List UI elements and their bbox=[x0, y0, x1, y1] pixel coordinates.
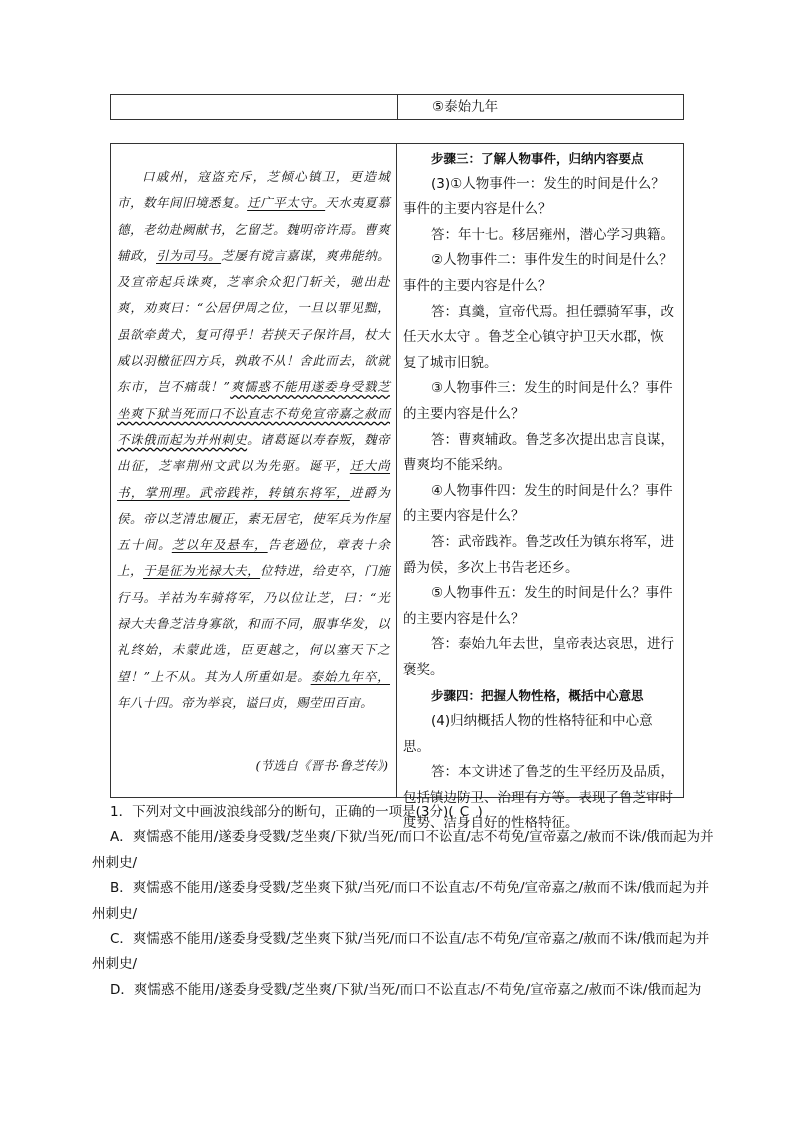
passage-paragraph bbox=[117, 164, 390, 716]
option-a: A．爽懦惑不能用/遂委身受戮/芝坐爽/下狱/当死/而口不讼直/志不苟免/宣帝嘉之/赦而不诛/俄而起为并州刺史/ bbox=[92, 829, 714, 871]
answer-event-2: 答：真羹，宣帝代焉。担任骠骑军事，改任天水太守 。鲁芝全心镇守护卫天水郡，恢复了城市旧貌。 bbox=[403, 303, 674, 371]
answer-event-4: 答：武帝践祚。鲁芝改任为镇东将军，进爵为侯，多次上书告老还乡。 bbox=[403, 533, 674, 576]
answer-event-5: 答：泰始九年去世，皇帝表达哀思，进行褒奖。 bbox=[403, 636, 674, 678]
question-event-5: ⑤人物事件五：发生的时间是什么？事件的主要内容是什么？ bbox=[403, 585, 673, 627]
question-1-close-paren: ) bbox=[477, 804, 483, 820]
option-c: C．爽懦惑不能用/遂委身受戮/芝坐爽下狱/当死/而口不讼直/志不苟免/宣帝嘉之/赦而不诛/俄而起为并州刺史/ bbox=[92, 931, 710, 973]
question-1-text: 1．下列对文中画波浪线部分的断句，正确的一项是(3分)( bbox=[110, 804, 454, 820]
option-b: B．爽懦惑不能用/遂委身受戮/芝坐爽下狱/当死/而口不讼直志/不苟免/宣帝嘉之/赦而不诛/俄而起为并州刺史/ bbox=[92, 880, 710, 922]
answer-summary: 答：本文讲述了鲁芝的生平经历及品质，包括镇边防卫、治理有方等。表现了鲁芝审时度势、洁身自好的性格特征。 bbox=[403, 764, 674, 832]
top-table-cell-event-time: ⑤泰始九年 bbox=[432, 99, 499, 115]
top-table-empty-cell bbox=[111, 95, 398, 119]
option-d: D．爽懦惑不能用/遂委身受戮/芝坐爽/下狱/当死/而口不讼直志/不苟免/宣帝嘉之/赦而不诛/俄而起为 bbox=[110, 981, 702, 998]
passage-underlined-segment: 泰始九年卒， bbox=[310, 668, 390, 684]
passage-segment: 口戚州，寇盗充斥，芝倾心镇卫，更造城市，数年间旧境悉复。 bbox=[117, 169, 390, 211]
question-event-2: ②人物事件二：事件发生的时间是什么？事件的主要内容是什么？ bbox=[403, 252, 673, 294]
passage-segment: 告老逊位，章表十余上， bbox=[117, 537, 390, 579]
classical-passage-column bbox=[111, 144, 397, 797]
passage-segment: 芝屡有谠言嘉谋，爽弗能纳。及宣帝起兵诛爽，芝率余众犯门斩关，驰出赴爽，劝爽曰：“公居伊周之位，一旦以罪见黜，虽欲牵黄犬，复可得乎！若挟天子保许昌，杖大威以羽檄征四方兵，孰敢不从！舍此而去，欲就东市，岂不痛哉！” bbox=[117, 247, 390, 395]
passage-underlined-segment: 迁大尚书，掌刑理。武帝践祚，转镇东将军， bbox=[117, 458, 391, 500]
passage-segment: 进爵为侯。帝以芝清忠履正，素无居宅，使军兵为作屋五十间。 bbox=[117, 484, 391, 553]
passage-segment: 位特进，给吏卒，门施行马。羊祜为车骑将军，乃以位让芝，曰：“光禄大夫鲁芝洁身寡欲，和而不同，服事华发，以礼终始，未蒙此选，臣更越之，何以塞天下之望！”上不从。其为人所重如是。 bbox=[117, 563, 390, 684]
passage-segment: 天水夷夏慕德，老幼赴阙献书，乞留芝。魏明帝许焉。曹爽辅政， bbox=[117, 195, 390, 263]
question-event-1: (3)①人物事件一：发生的时间是什么？事件的主要内容是什么？ bbox=[403, 175, 665, 218]
top-table bbox=[110, 94, 684, 120]
passage-underlined-segment: 迁广平太守。 bbox=[247, 195, 326, 211]
passage-underlined-segment: 引为司马。 bbox=[156, 247, 222, 263]
passage-source: (节选自《晋书·鲁芝传》) bbox=[255, 758, 388, 773]
passage-underlined-segment: 芝以年及悬车， bbox=[171, 537, 268, 553]
question-1-answer: C bbox=[453, 804, 478, 820]
answer-event-3: 答：曹爽辅政。鲁芝多次提出忠言良谋，曹爽均不能采纳。 bbox=[403, 431, 674, 474]
passage-underlined-segment: 于是征为光禄大夫， bbox=[143, 563, 261, 579]
steps-content bbox=[403, 146, 677, 837]
question-event-4: ④人物事件四：发生的时间是什么？事件的主要内容是什么？ bbox=[403, 482, 673, 525]
question-1-stem bbox=[92, 800, 722, 825]
answer-event-1: 答：年十七。移居雍州，潜心学习典籍。 bbox=[431, 226, 674, 243]
classical-passage bbox=[117, 164, 390, 716]
question-summary: (4)归纳概括人物的性格特征和中心意思。 bbox=[403, 713, 653, 755]
passage-segment: 年八十四。帝为举哀，谥曰贞，赐茔田百亩。 bbox=[117, 694, 374, 710]
steps-column bbox=[397, 144, 683, 832]
passage-segment: 。诸葛诞以寿春叛，魏帝出征，芝率荆州文武以为先驱。诞平， bbox=[117, 431, 390, 474]
step-three-heading: 步骤三：了解人物事件，归纳内容要点 bbox=[431, 151, 644, 166]
question-block bbox=[92, 800, 722, 1003]
step-four-heading: 步骤四：把握人物性格，概括中心意思 bbox=[431, 688, 644, 704]
passage-wavy-segment: 爽懦惑不能用遂委身受戮芝坐爽下狱当死而口不讼直志不苟免宣帝嘉之赦而不诛俄而起为并州刺史 bbox=[117, 379, 390, 447]
question-event-3: ③人物事件三：发生的时间是什么？事件的主要内容是什么？ bbox=[403, 380, 673, 422]
